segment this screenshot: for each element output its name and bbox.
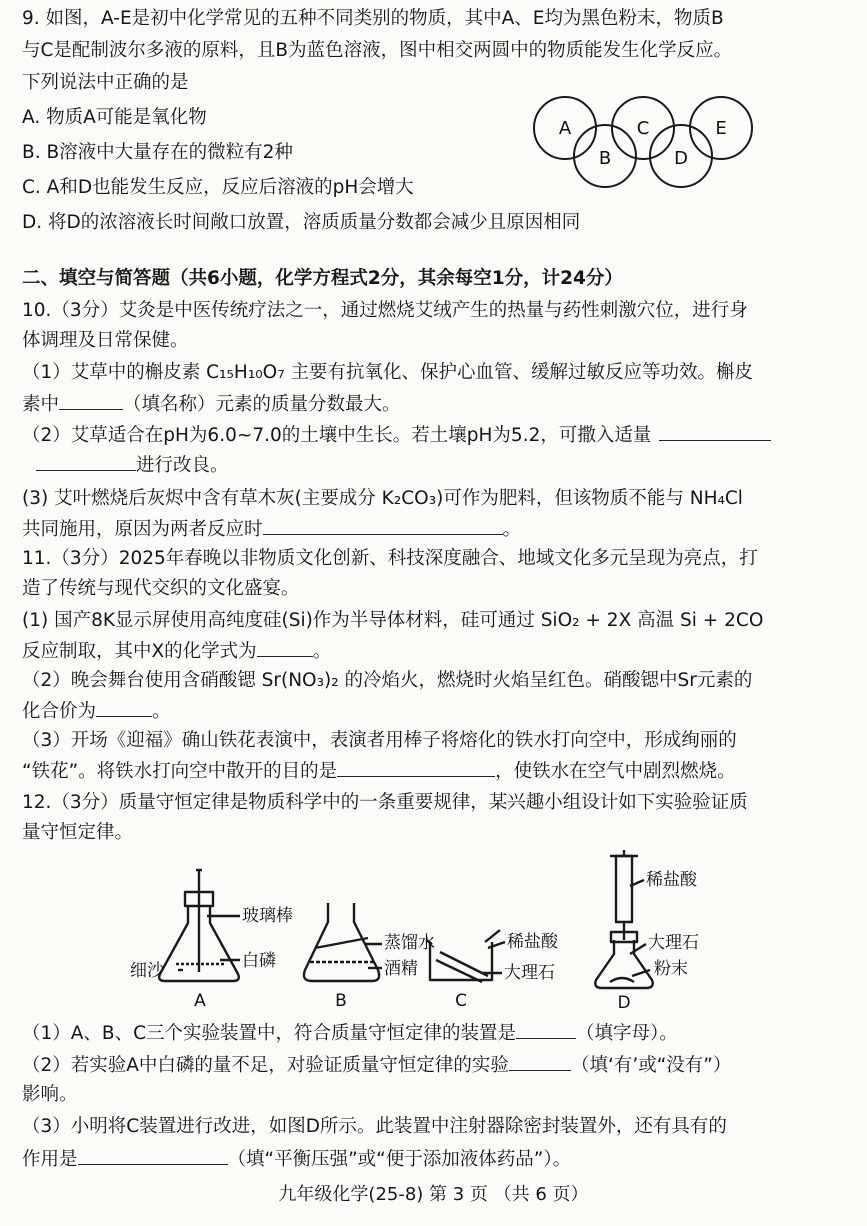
label-powder-d: 粉末 bbox=[654, 959, 688, 979]
q10-p2-line2: 进行改良。 bbox=[22, 452, 852, 479]
page-footer: 九年级化学(25-8) 第 3 页 （共 6 页） bbox=[278, 1184, 589, 1205]
q10-p3-line2: 共同施用，原因为两者反应时 。 bbox=[22, 516, 852, 543]
q12-p3-line2: 作用是 （填“平衡压强”或“便于添加液体药品”）。 bbox=[22, 1146, 852, 1173]
q12-p2-line2: 影响。 bbox=[22, 1084, 78, 1105]
apparatus-b-flask bbox=[304, 903, 379, 981]
q12-p1-blank[interactable] bbox=[516, 1020, 576, 1039]
label-distilled-water: 蒸馏水 bbox=[384, 933, 435, 953]
apparatus-d-flask bbox=[595, 850, 653, 988]
circle-label-d: D bbox=[674, 148, 688, 169]
q11-stem-line1: 11.（3分）2025年春晚以非物质文化创新、科技深度融合、地域文化多元呈现为亮点，打 bbox=[22, 548, 758, 569]
circle-label-e: E bbox=[715, 118, 727, 139]
q11-p3-blank[interactable] bbox=[337, 758, 495, 777]
q11-p2-line2: 化合价为 。 bbox=[22, 698, 852, 725]
label-glass-rod: 玻璃棒 bbox=[242, 906, 293, 926]
q9-option-b: B. B溶液中大量存在的微粒有2种 bbox=[22, 142, 293, 163]
label-marble-d: 大理石 bbox=[648, 933, 699, 953]
apparatus-label-b: B bbox=[335, 991, 347, 1011]
q11-p1-blank[interactable] bbox=[257, 638, 313, 657]
q11-p3-line2: “铁花”。将铁水打向空中散开的目的是 ，使铁水在空气中剧烈燃烧。 bbox=[22, 758, 852, 785]
q11-p2-line1: （2）晚会舞台使用含硝酸锶 Sr(NO₃)₂ 的冷焰火，燃烧时火焰呈红色。硝酸锶中Sr元素的 bbox=[22, 670, 753, 691]
label-fine-sand: 细沙 bbox=[130, 961, 164, 981]
apparatus-a-flask bbox=[159, 870, 239, 981]
q9-option-a: A. 物质A可能是氧化物 bbox=[22, 107, 207, 128]
q9-stem-line3: 下列说法中正确的是 bbox=[22, 72, 189, 93]
q12-stem-line1: 12.（3分）质量守恒定律是物质科学中的一条重要规律，某兴趣小组设计如下实验验证质 bbox=[22, 792, 748, 813]
apparatus-label-d: D bbox=[617, 993, 631, 1013]
q10-p2-blank-part1[interactable] bbox=[659, 422, 771, 441]
apparatus-c-beaker bbox=[426, 930, 500, 982]
q12-p3-line1: （3）小明将C装置进行改进，如图D所示。此装置中注射器除密封装置外，还有具有的 bbox=[22, 1116, 727, 1137]
label-alcohol: 酒精 bbox=[384, 959, 418, 979]
q9-option-c: C. A和D也能发生反应，反应后溶液的pH会增大 bbox=[22, 177, 414, 198]
q11-p1-line1: (1) 国产8K显示屏使用高纯度硅(Si)作为半导体材料，硅可通过 SiO₂ + 2X 高温 Si + 2CO bbox=[22, 610, 764, 631]
q9-option-d: D. 将D的浓溶液长时间敞口放置，溶质质量分数都会减少且原因相同 bbox=[22, 212, 581, 233]
q10-p1-line1: （1）艾草中的槲皮素 C₁₅H₁₀O₇ 主要有抗氧化、保护心血管、缓解过敏反应等功效。槲皮 bbox=[22, 362, 754, 383]
q11-p2-blank[interactable] bbox=[96, 698, 152, 717]
circle-label-b: B bbox=[598, 148, 612, 169]
q11-p3-line1: （3）开场《迎福》确山铁花表演中，表演者用棒子将熔化的铁水打向空中，形成绚丽的 bbox=[22, 730, 737, 751]
q10-stem-line1: 10.（3分）艾灸是中医传统疗法之一，通过燃烧艾绒产生的热量与药性刺激穴位，进行身 bbox=[22, 300, 748, 321]
q12-p1: （1）A、B、C三个实验装置中，符合质量守恒定律的装置是 （填字母）。 bbox=[22, 1020, 852, 1047]
q10-p1-line2: 素中 （填名称）元素的质量分数最大。 bbox=[22, 391, 852, 418]
q12-p2-line1: （2）若实验A中白磷的量不足，对验证质量守恒定律的实验 （填‘有’或“没有”） bbox=[22, 1052, 852, 1079]
q12-p3-blank[interactable] bbox=[78, 1146, 228, 1165]
circle-label-c: C bbox=[636, 118, 650, 139]
q9-stem-line2: 与C是配制波尔多液的原料，且B为蓝色溶液，图中相交两圆中的物质能发生化学反应。 bbox=[22, 40, 733, 61]
label-dilute-hcl-d: 稀盐酸 bbox=[646, 870, 697, 890]
section2-heading: 二、填空与简答题（共6小题，化学方程式2分，其余每空1分，计24分） bbox=[22, 268, 623, 289]
q9-stem-line1: 9. 如图，A-E是初中化学常见的五种不同类别的物质，其中A、E均为黑色粉末，物质B bbox=[22, 8, 724, 29]
q10-p2-line1: （2）艾草适合在pH为6.0~7.0的土壤中生长。若土壤pH为5.2，可撒入适量 bbox=[22, 422, 852, 449]
apparatus-label-a: A bbox=[194, 991, 206, 1011]
q9-circle-diagram bbox=[525, 92, 765, 202]
q10-p3-blank[interactable] bbox=[263, 516, 503, 535]
circle-label-a: A bbox=[558, 118, 572, 139]
label-white-phosphorus: 白磷 bbox=[242, 951, 276, 971]
q10-p1-blank[interactable] bbox=[59, 391, 123, 410]
q12-p2-blank[interactable] bbox=[509, 1052, 571, 1071]
label-marble-c: 大理石 bbox=[504, 963, 555, 983]
q11-stem-line2: 造了传统与现代交织的文化盛宴。 bbox=[22, 578, 300, 599]
label-dilute-hcl-c: 稀盐酸 bbox=[507, 932, 558, 952]
q11-p1-line2: 反应制取，其中X的化学式为 。 bbox=[22, 638, 852, 665]
q10-p2-blank[interactable] bbox=[36, 452, 136, 471]
q10-p3-line1: (3) 艾叶燃烧后灰烬中含有草木灰(主要成分 K₂CO₃)可作为肥料，但该物质不能与 NH₄Cl bbox=[22, 488, 743, 509]
q12-stem-line2: 量守恒定律。 bbox=[22, 822, 134, 843]
q10-stem-line2: 体调理及日常保健。 bbox=[22, 330, 189, 351]
apparatus-label-c: C bbox=[455, 991, 467, 1011]
q12-apparatus-figure bbox=[110, 848, 760, 1013]
